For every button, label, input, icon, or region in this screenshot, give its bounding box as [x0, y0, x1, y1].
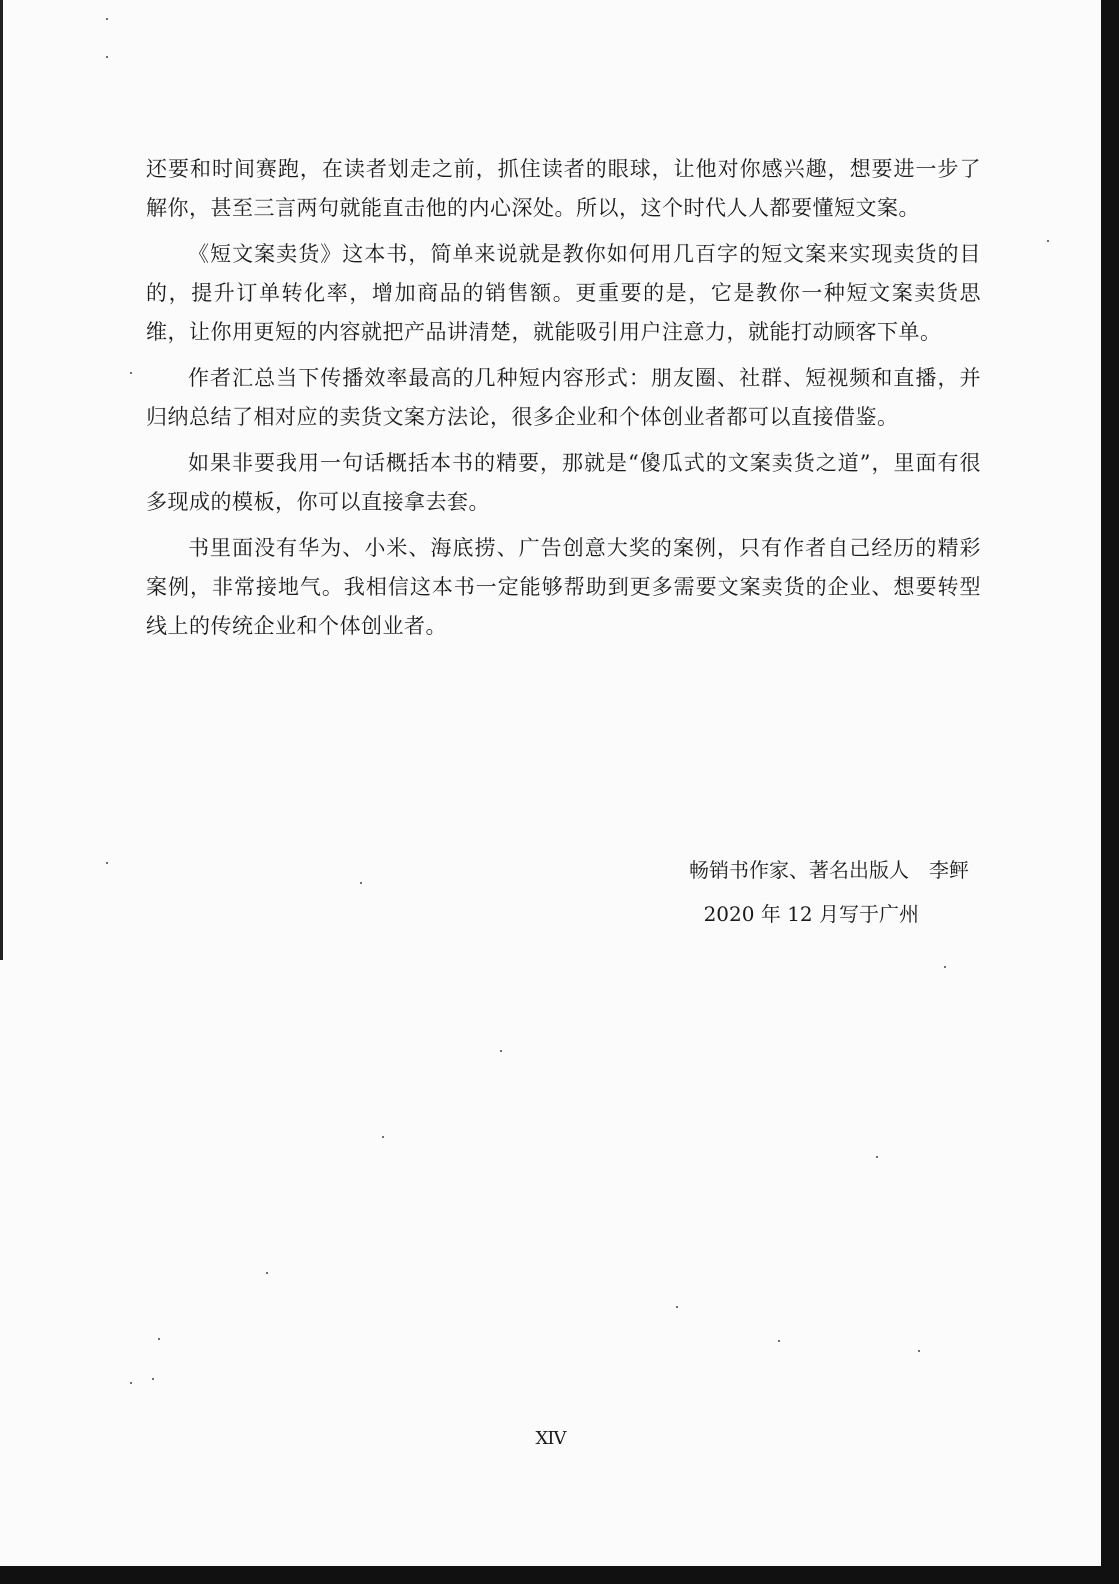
scan-speck: [152, 1378, 154, 1380]
paragraph-3: 作者汇总当下传播效率最高的几种短内容形式：朋友圈、社群、短视频和直播，并归纳总结了相对应的卖货文案方法论，很多企业和个体创业者都可以直接借鉴。: [146, 366, 981, 429]
scan-speck: [106, 18, 108, 20]
page-number: XIV: [535, 1428, 566, 1449]
scan-speck: [778, 1340, 780, 1342]
scan-speck: [106, 862, 108, 864]
scan-speck: [130, 372, 132, 374]
paragraph-2: 《短文案卖货》这本书，简单来说就是教你如何用几百字的短文案来实现卖货的目的，提升订单转化率，增加商品的销售额。更重要的是，它是教你一种短文案卖货思维，让你用更短的内容就把产品讲清楚，就能吸引用户注意力，就能打动顾客下单。: [146, 242, 981, 344]
signature-block: [689, 848, 969, 936]
body-text: [146, 150, 981, 653]
scan-speck: [676, 1306, 678, 1308]
scan-speck: [876, 1156, 878, 1158]
scan-speck: [382, 1136, 384, 1138]
scan-speck: [266, 1272, 268, 1274]
scan-speck: [130, 1382, 132, 1384]
scan-speck: [158, 1338, 160, 1340]
scan-speck: [918, 1350, 920, 1352]
scan-speck: [500, 1050, 502, 1052]
scan-speck: [1047, 240, 1049, 242]
date-line: 2020 年 12 月写于广州: [703, 902, 919, 926]
scan-speck: [360, 882, 362, 884]
scan-speck: [106, 56, 108, 58]
paragraph-1: 还要和时间赛跑，在读者划走之前，抓住读者的眼球，让他对你感兴趣，想要进一步了解你，甚至三言两句就能直击他的内心深处。所以，这个时代人人都要懂短文案。: [146, 157, 981, 220]
scan-speck: [944, 966, 946, 968]
author-line: 畅销书作家、著名出版人 李鲆: [689, 858, 969, 882]
scan-edge-shadow: [0, 0, 3, 960]
paragraph-4: 如果非要我用一句话概括本书的精要，那就是“傻瓜式的文案卖货之道”，里面有很多现成的模板，你可以直接拿去套。: [146, 451, 981, 514]
paragraph-5: 书里面没有华为、小米、海底捞、广告创意大奖的案例，只有作者自己经历的精彩案例，非常接地气。我相信这本书一定能够帮助到更多需要文案卖货的企业、想要转型线上的传统企业和个体创业者。: [146, 536, 981, 638]
